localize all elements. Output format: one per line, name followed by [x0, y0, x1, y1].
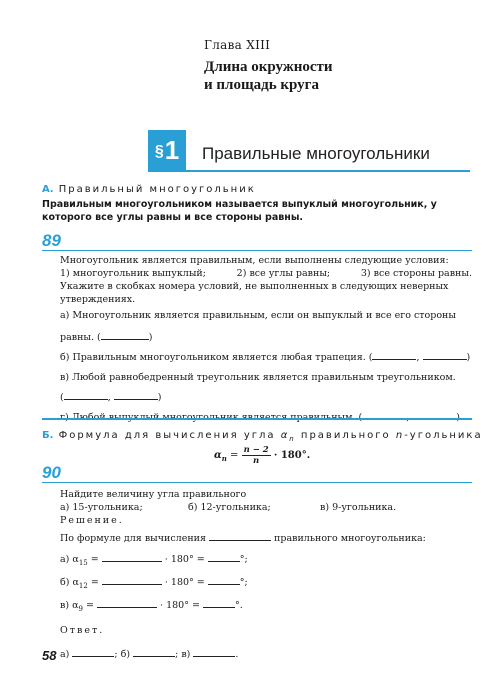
- answer-blank[interactable]: [64, 390, 108, 400]
- ex90-solution-label: Решение.: [60, 515, 124, 526]
- ex89-instructions: Укажите в скобках номера условий, не выполненных в следующих неверных утверждениях.: [60, 281, 449, 305]
- ex90-question: Найдите величину угла правильного: [60, 489, 247, 500]
- calc-a-sub: 15: [78, 558, 88, 567]
- calc-times: · 180° =: [164, 576, 205, 588]
- section-symbol: §: [154, 143, 164, 160]
- ex90-calc-c: [60, 596, 472, 619]
- section-title: Правильные многоугольники: [202, 144, 430, 163]
- ex89-b-text: б) Правильным многоугольником является любая трапеция.: [60, 352, 366, 363]
- answer-blank[interactable]: [209, 531, 271, 541]
- answer-blank[interactable]: [423, 350, 467, 360]
- ex89-item-a-cont: равны. ( ): [60, 332, 153, 343]
- calc-eq: =: [90, 554, 99, 565]
- part-b-heading: [42, 430, 483, 443]
- ans-c-label: ; в): [175, 648, 191, 660]
- ex90-solution-line: [60, 531, 472, 545]
- ex90-solution-text-2: правильного многоугольника:: [274, 533, 426, 544]
- ex89-item-b: б) Правильным многоугольником является любая трапеция. ( , ): [60, 352, 471, 363]
- answer-blank[interactable]: [72, 647, 114, 657]
- exercise-number-89: 89: [42, 231, 61, 250]
- calc-eq: =: [86, 599, 94, 611]
- answer-blank[interactable]: [372, 350, 416, 360]
- formula-numerator: n − 2: [243, 445, 269, 455]
- ex90-opt-c: в) 9-угольника.: [320, 502, 397, 513]
- title-line-1: Длина окружности: [204, 59, 333, 75]
- answer-blank[interactable]: [114, 390, 158, 400]
- ex90-opt-b: б) 12-угольника;: [188, 502, 271, 513]
- ex89-conditions: [60, 267, 472, 280]
- formula-denominator: n: [253, 456, 260, 466]
- part-a-heading: [42, 184, 256, 195]
- section-rule: [148, 170, 470, 172]
- ans-b-label: ; б): [114, 648, 131, 660]
- exercise-rule-90: [42, 482, 472, 483]
- calc-deg: °;: [239, 576, 248, 588]
- exercise-rule-89: [42, 250, 472, 251]
- answer-blank[interactable]: [208, 575, 240, 585]
- part-b-letter: Б.: [42, 430, 54, 441]
- ex89-a-text2: равны.: [60, 332, 95, 343]
- ex90-options: [60, 501, 472, 514]
- calc-c-sub: 9: [78, 604, 83, 613]
- ex90-answer-label: Ответ.: [60, 624, 105, 636]
- exercise-89-body: [60, 254, 472, 306]
- title-line-2: и площадь круга: [204, 77, 319, 93]
- calc-a-label: а) α: [60, 554, 79, 565]
- answer-blank[interactable]: [203, 598, 235, 608]
- part-b-heading-text: Формула для вычисления угла: [58, 430, 276, 441]
- chapter-title: [204, 58, 333, 94]
- answer-blank[interactable]: [101, 330, 149, 340]
- ex89-intro: Многоугольник является правильным, если выполнены следующие условия:: [60, 255, 449, 266]
- page-number: 58: [42, 648, 57, 663]
- part-b-heading-text-2: правильного: [300, 430, 391, 441]
- calc-deg: °.: [234, 599, 243, 611]
- answer-blank[interactable]: [193, 647, 235, 657]
- exercise-90-body: [60, 488, 472, 545]
- ex90-answers: [60, 645, 472, 665]
- part-a-heading-text: Правильный многоугольник: [58, 184, 256, 195]
- section-number: 1: [164, 134, 180, 165]
- ans-a-label: а): [60, 648, 70, 660]
- ans-end: .: [235, 648, 239, 660]
- ex89-cond-2: 2) все углы равны;: [236, 268, 331, 279]
- ex89-c-text: в) Любой равнобедренный треугольник является правильным треугольником.: [60, 372, 456, 383]
- calc-b-label: б) α: [60, 576, 79, 588]
- answer-blank[interactable]: [133, 647, 175, 657]
- calc-times: · 180° =: [160, 599, 200, 611]
- section-badge: [148, 130, 186, 170]
- answer-blank[interactable]: [97, 598, 157, 608]
- ex90-opt-a: а) 15-угольника;: [60, 502, 143, 513]
- answer-blank[interactable]: [102, 552, 162, 562]
- formula-rhs: · 180°.: [273, 450, 311, 461]
- angle-formula: $\alpha_n$ = $\frac{n - 2}{n}$ · 180°.: [214, 445, 311, 466]
- calc-eq: =: [90, 576, 99, 588]
- alpha-symbol: α: [280, 430, 290, 441]
- definition: Правильным многоугольником называется выпуклый многоугольник, у которого все углы равны и все стороны равны.: [42, 199, 437, 223]
- ex90-solution-text: По формуле для вычисления: [60, 533, 206, 544]
- ex90-calc-b: [60, 573, 472, 596]
- alpha-subscript: n: [289, 435, 296, 443]
- ex89-cond-1: 1) многоугольник выпуклый;: [60, 268, 206, 279]
- ex89-item-a: [60, 306, 472, 326]
- ex89-a-text: а) Многоугольник является правильным, если он выпуклый и все его стороны: [60, 310, 456, 321]
- n-symbol: n: [395, 430, 405, 441]
- exercise-number-90: 90: [42, 463, 61, 482]
- answer-blank[interactable]: [208, 552, 240, 562]
- ex89-cond-3: 3) все стороны равны.: [360, 268, 472, 279]
- calc-b-sub: 12: [78, 581, 88, 590]
- formula-equals: =: [229, 450, 239, 461]
- ex89-statements: [60, 306, 472, 428]
- calc-times: · 180° =: [164, 554, 205, 565]
- chapter-label: Глава XIII: [204, 38, 271, 52]
- answer-blank[interactable]: [102, 575, 162, 585]
- part-separator: [42, 418, 472, 420]
- part-b-heading-text-3: -угольника: [404, 430, 483, 441]
- ex89-item-c: [60, 368, 472, 388]
- ex90-calc-a: [60, 550, 472, 573]
- calc-c-label: в) α: [60, 599, 79, 611]
- part-a-letter: А.: [42, 184, 54, 195]
- formula-fraction: [242, 445, 271, 466]
- calc-deg: °;: [239, 554, 248, 565]
- ex90-computations: [60, 550, 472, 665]
- ex89-item-c-blanks: ( , ): [60, 392, 162, 403]
